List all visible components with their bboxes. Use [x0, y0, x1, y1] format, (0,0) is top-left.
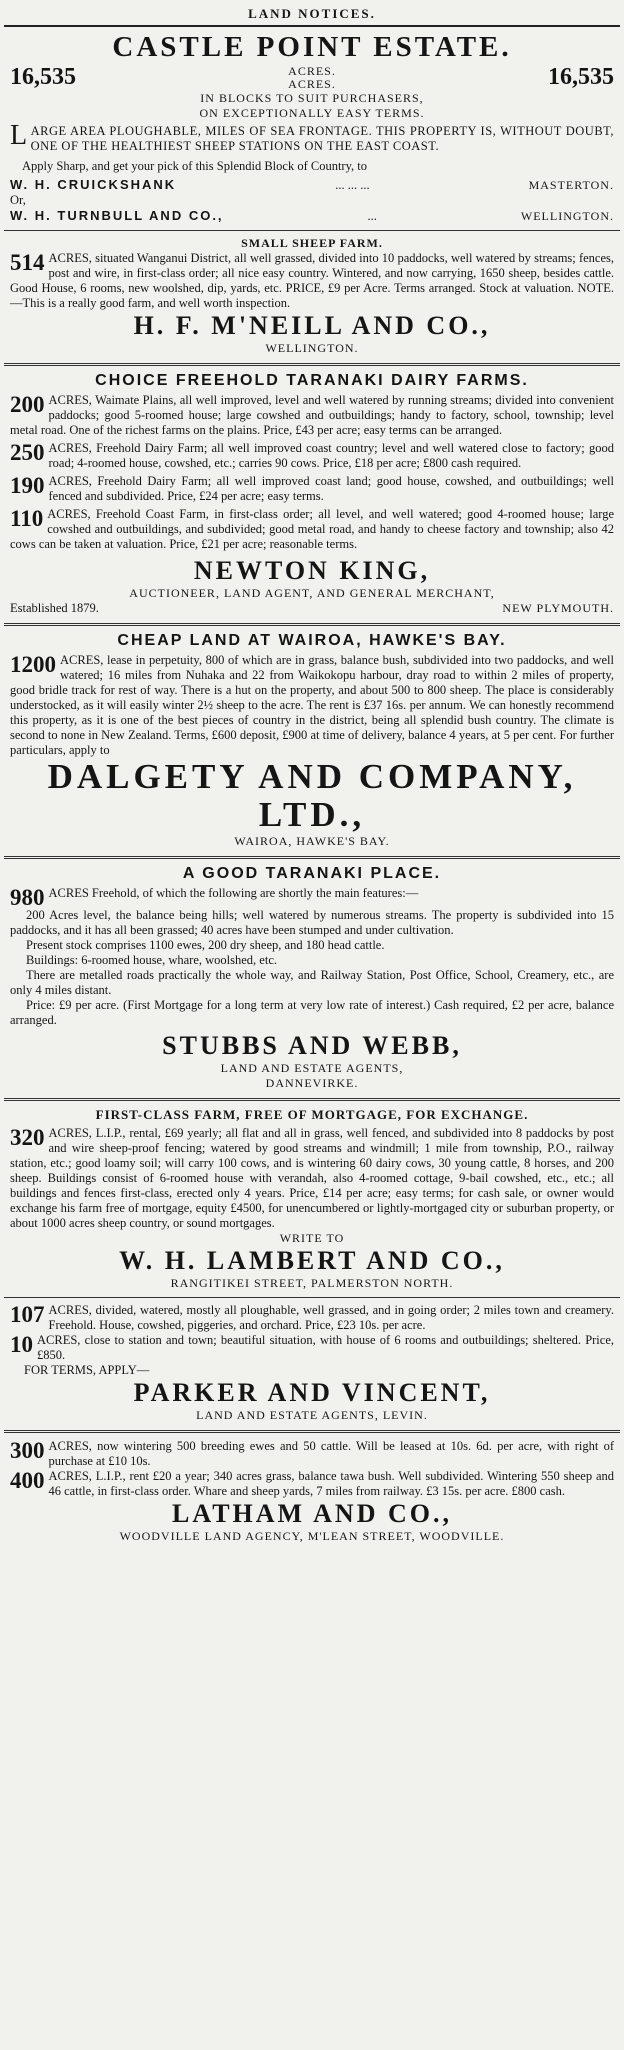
- firm-name: W. H. LAMBERT AND CO.,: [119, 1246, 505, 1275]
- listing: 300 ACRES, now wintering 500 breeding ewes and 50 cattle. Will be leased at 10s. 6d. per acre, with right of purchase at £10 10s.: [10, 1438, 614, 1468]
- ad-farm-exchange: [4, 1105, 620, 1294]
- acreage-number: 10: [10, 1332, 33, 1357]
- listing: 400 ACRES, L.I.P., rent £20 a year; 340 acres grass, balance tawa bush. Well subdivided. Wintering 550 sheep and 46 cattle, in first-class order. Whare and sheep yards, 7 miles from railway. £3 15s. per acre. £800 cash.: [10, 1468, 614, 1498]
- write-to: WRITE TO: [279, 1231, 345, 1245]
- firm-subtitle: AUCTIONEER, LAND AGENT, AND GENERAL MERCHANT,: [129, 586, 495, 600]
- acreage-number: 1200: [10, 652, 56, 677]
- ad-woodville: [4, 1437, 620, 1547]
- listing: 190 ACRES, Freehold Dairy Farm; all well improved coast land; good house, cowshed, and outbuildings; well fenced and subdivided. Price, £24 per acre; easy terms.: [10, 473, 614, 503]
- acreage-left: 16,535: [10, 64, 76, 90]
- ad-castle-point: [4, 27, 620, 227]
- acres-word-2: ACRES.: [288, 76, 336, 91]
- divider: [4, 1430, 620, 1433]
- divider: [4, 1297, 620, 1298]
- firm-name: STUBBS AND WEBB,: [162, 1031, 462, 1060]
- listing: 200 ACRES, Waimate Plains, all well improved, level and well watered by running streams; divided into convenient paddocks; good 5-roomed house; large cowshed and outbuildings; handy to factory, school, township; level metal road. One of the richest farms on the plains. Price, £43 per acre; easy terms can be arranged.: [10, 392, 614, 437]
- agent-place: WELLINGTON.: [520, 209, 614, 223]
- ad-body: 1200 ACRES, lease in perpetuity, 800 of which are in grass, balance bush, subdivided into two paddocks, and well watered; 16 miles from Nuhaka and 22 from Waikokopu harbour, dray road to within 2 miles of property, good bridle track for rest of way. There is a hut on the property, and about 500 to 800 sheep. The place is considerably understocked, as it will easily winter 2½ sheep to the acre. The rent is £37 16s. per annum. We can honestly recommend this property, as it is one of the best pieces of country in the district, being all splendid bush country. The climate is second to none in New Zealand. Terms, £600 deposit, £900 at time of delivery, balance 4 years, at 5 per cent. For further particulars, apply to: [10, 652, 614, 757]
- ad-wairoa: [4, 630, 620, 852]
- firm-name: H. F. M'NEILL AND CO.,: [133, 311, 491, 340]
- ad-taranaki-dairy-farms: [4, 370, 620, 619]
- section-header: LAND NOTICES.: [4, 6, 620, 27]
- acreage-number: 190: [10, 473, 45, 498]
- acreage-right: 16,535: [548, 64, 614, 90]
- divider: [4, 230, 620, 231]
- acreage-number: 980: [10, 885, 45, 910]
- divider: [4, 1098, 620, 1101]
- divider: [4, 363, 620, 366]
- divider: [4, 623, 620, 626]
- or-line: Or,: [10, 193, 26, 207]
- listing: 110 ACRES, Freehold Coast Farm, in first-class order; all level, and well watered; good 4-roomed house; large cowshed and outbuildings, and subdivided; good metal road, and handy to cheese factory and township; also 42 cows can be taken at valuation. Price, £21 per acre; reasonable terms.: [10, 506, 614, 551]
- terms-line-1: IN BLOCKS TO SUIT PURCHASERS,: [200, 91, 424, 105]
- agent-place: MASTERTON.: [528, 178, 614, 192]
- listing: 10 ACRES, close to station and town; beautiful situation, with house of 6 rooms and outbuildings; sheltered. Price, £850.: [10, 1332, 614, 1362]
- acres-word-1: ACRES.: [288, 63, 336, 78]
- ad-body: 514 ACRES, situated Wanganui District, all well grassed, divided into 10 paddocks, well watered by streams; fences, post and wire, in first-class order; all nice easy country. Wintered, and now carrying, 1650 sheep, besides cattle. Good House, 6 rooms, new woolshed, dip, yards, etc. PRICE, £9 per Acre. Terms arranged. Stock at valuation. NOTE.—This is a really good farm, and well worth inspection.: [10, 250, 614, 310]
- acreage-number: 250: [10, 440, 45, 465]
- acreage-number: 200: [10, 392, 45, 417]
- firm-name: DALGETY AND COMPANY, LTD.,: [47, 757, 577, 834]
- firm-name: PARKER AND VINCENT,: [133, 1378, 491, 1407]
- agent-name: W. H. CRUICKSHANK: [10, 177, 177, 192]
- ad-body: L ARGE AREA PLOUGHABLE, MILES OF SEA FRONTAGE. THIS PROPERTY IS, WITHOUT DOUBT, ONE OF THE HEALTHIEST SHEEP STATIONS ON THE EAST COAST.: [10, 120, 614, 153]
- firm-address: NEW PLYMOUTH.: [502, 601, 614, 615]
- apply-line: FOR TERMS, APPLY—: [24, 1363, 150, 1377]
- acreage-row: [10, 64, 614, 91]
- acreage-number: 320: [10, 1125, 45, 1150]
- firm-name: LATHAM AND CO.,: [172, 1499, 452, 1528]
- agent-row-2: W. H. TURNBULL AND CO., ... WELLINGTON.: [10, 208, 614, 223]
- ad-levin: [4, 1301, 620, 1426]
- firm-address: WOODVILLE LAND AGENCY, M'LEAN STREET, WOODVILLE.: [119, 1529, 505, 1543]
- ad-body: 980 ACRES Freehold, of which the following are shortly the main features:—: [10, 885, 419, 910]
- agent-row-1: W. H. CRUICKSHANK ... ... ... MASTERTON.: [10, 177, 614, 192]
- divider: [4, 856, 620, 859]
- listing: 107 ACRES, divided, watered, mostly all ploughable, well grassed, and in going order; 2 miles town and creamery. Freehold. House, cowshed, piggeries, and orchard. Price, £23 10s. per acre.: [10, 1302, 614, 1332]
- ad-small-sheep-farm: [4, 234, 620, 359]
- firm-address: WELLINGTON.: [265, 341, 359, 355]
- ad-title: A GOOD TARANAKI PLACE.: [182, 865, 442, 882]
- firm-address: RANGITIKEI STREET, PALMERSTON NORTH.: [170, 1276, 454, 1290]
- firm-address: WAIROA, HAWKE'S BAY.: [234, 834, 390, 848]
- firm-address: LAND AND ESTATE AGENTS,: [220, 1061, 404, 1075]
- apply-line: Apply Sharp, and get your pick of this Splendid Block of Country, to: [22, 159, 367, 173]
- ad-title: CHEAP LAND AT WAIROA, HAWKE'S BAY.: [117, 632, 507, 649]
- acreage-number: 300: [10, 1438, 45, 1463]
- dropcap: L: [10, 120, 28, 151]
- firm-address: DANNEVIRKE.: [265, 1076, 359, 1090]
- listing: 250 ACRES, Freehold Dairy Farm; all well improved coast country; level and well watered close to factory; good road; 4-roomed house, cowshed, etc.; carries 90 cows. Price, £18 per acre; £800 cash required.: [10, 440, 614, 470]
- ad-body: 320 ACRES, L.I.P., rental, £69 yearly; all flat and all in grass, well fenced, and subdivided into 8 paddocks by post and wire sheep-proof fencing; watered by good streams and windmill; 1 mile from township, P.O., railway station, etc.; good loamy soil; will carry 100 cows, and is wintering 60 dairy cows, 30 young cattle, 8 horses, and 200 sheep. Buildings consist of 6-roomed house with verandah, also 4-roomed cottage, 9-bail cowshed, etc., etc.; all buildings and fences first-class, erected only 4 years. Price, £14 per acre; easy terms; for cash sale, or owner would exchange his farm free of mortgage, equity £4500, for unencumbered or lightly-mortgaged city or suburban property, or about 1000 acres sheep country, or sound mortgages.: [10, 1125, 614, 1230]
- agent-name: W. H. TURNBULL AND CO.,: [10, 208, 224, 223]
- ad-title: CASTLE POINT ESTATE.: [112, 31, 512, 63]
- acreage-number: 110: [10, 506, 44, 531]
- newspaper-column: [4, 0, 620, 1547]
- ad-good-taranaki-place: A GOOD TARANAKI PLACE. 980 ACRES Freehold, of which the following are shortly the main features:— 200 Acres level, the balance being hills; well watered by numerous streams. The property is subdivided into 15 paddocks, and it has all been grassed; 40 acres have been stumped and under cultivation. Present stock comprises 1100 ewes, 200 dry sheep, and 180 head cattle. Buildings: 6-roomed house, whare, woolshed, etc. There are metalled roads practically the whole way, and Railway Station, Post Office, School, Creamery, etc., are only 4 miles distant. Price: £9 per acre. (First Mortgage for a long term at very low rate of interest.) Cash required, £2 per acre, balance arranged. STUBBS AND WEBB, LAND AND ESTATE AGENTS, DANNEVIRKE.: [10, 865, 614, 1090]
- firm-footer: [10, 601, 614, 616]
- acreage-number: 400: [10, 1468, 45, 1493]
- ad-title: FIRST-CLASS FARM, FREE OF MORTGAGE, FOR EXCHANGE.: [95, 1107, 529, 1122]
- firm-name: NEWTON KING,: [193, 556, 431, 585]
- firm-address: LAND AND ESTATE AGENTS, LEVIN.: [196, 1408, 428, 1422]
- established: Established 1879.: [10, 601, 99, 615]
- ad-title: SMALL SHEEP FARM.: [241, 236, 383, 250]
- acreage-number: 514: [10, 250, 45, 275]
- ad-title: CHOICE FREEHOLD TARANAKI DAIRY FARMS.: [95, 372, 529, 389]
- acreage-number: 107: [10, 1302, 45, 1327]
- terms-line-2: ON EXCEPTIONALLY EASY TERMS.: [199, 106, 425, 120]
